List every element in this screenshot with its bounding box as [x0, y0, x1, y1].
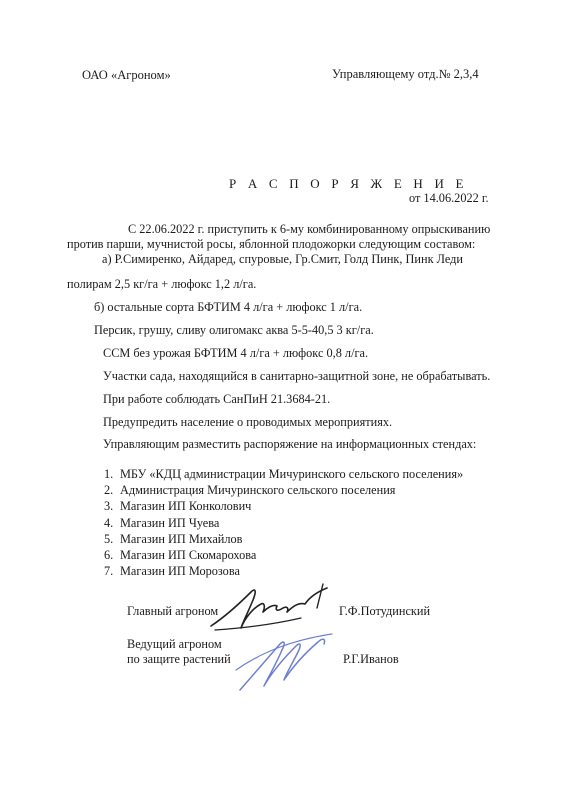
- lead-signature: [232, 630, 342, 696]
- paragraph-2: б) остальные сорта БФТИМ 4 л/га + люфокс 1 л/га.: [94, 300, 363, 314]
- paragraph-1-line-3: а) Р.Симиренко, Айдаред, спуровые, Гр.Смит, Голд Пинк, Пинк Леди: [102, 252, 464, 266]
- organization-name: ОАО «Агроном»: [82, 68, 171, 82]
- paragraph-5: Участки сада, находящийся в санитарно-защитной зоне, не обрабатывать.: [103, 369, 491, 383]
- stands-list: [104, 466, 463, 579]
- chief-signature: [205, 578, 345, 636]
- paragraph-8: Управляющим разместить распоряжение на информационных стендах:: [103, 437, 477, 451]
- lead-agronomist-title-line-1: Ведущий агроном: [127, 637, 222, 651]
- list-item: [104, 498, 463, 514]
- document-date: от 14.06.2022 г.: [409, 191, 489, 205]
- list-item-text: Магазин ИП Скомарохова: [120, 548, 257, 563]
- chief-agronomist-name: Г.Ф.Потудинский: [339, 604, 431, 618]
- paragraph-6: При работе соблюдать СанПиН 21.3684-21.: [103, 392, 331, 406]
- list-item: [104, 547, 463, 563]
- list-item-text: Администрация Мичуринского сельского поселения: [120, 483, 396, 498]
- list-item-text: Магазин ИП Конколович: [120, 499, 252, 514]
- paragraph-3: Персик, грушу, сливу олигомакс аква 5-5-40,5 3 кг/га.: [94, 323, 374, 337]
- list-item-number: 5.: [104, 531, 114, 546]
- list-item-number: 6.: [104, 548, 114, 563]
- list-item-number: 3.: [104, 499, 114, 514]
- list-item-text: Магазин ИП Михайлов: [120, 531, 243, 546]
- list-item: [104, 482, 463, 498]
- list-item: [104, 515, 463, 531]
- paragraph-1-line-1: С 22.06.2022 г. приступить к 6-му комбинированному опрыскиванию: [128, 222, 491, 236]
- list-item-number: 7.: [104, 564, 114, 579]
- list-item: [104, 563, 463, 579]
- paragraph-7: Предупредить население о проводимых мероприятиях.: [103, 415, 393, 429]
- list-item-number: 2.: [104, 483, 114, 498]
- document-title: Р А С П О Р Я Ж Е Н И Е: [229, 176, 468, 191]
- list-item-text: Магазин ИП Морозова: [120, 564, 240, 579]
- paragraph-1-line-2: против парши, мучнистой росы, яблонной плодожорки следующим составом:: [67, 237, 476, 251]
- addressee: Управляющему отд.№ 2,3,4: [332, 67, 479, 81]
- list-item-text: Магазин ИП Чуева: [120, 515, 220, 530]
- lead-agronomist-title-line-2: по защите растений: [127, 652, 231, 666]
- paragraph-4: ССМ без урожая БФТИМ 4 л/га + люфокс 0,8 л/га.: [103, 346, 369, 360]
- chief-agronomist-title: Главный агроном: [127, 604, 219, 618]
- list-item-text: МБУ «КДЦ администрации Мичуринского сельского поселения»: [120, 467, 464, 481]
- list-item-number: 4.: [104, 515, 114, 530]
- paragraph-1-line-4: полирам 2,5 кг/га + люфокс 1,2 л/га.: [67, 277, 257, 291]
- list-item-number: 1.: [104, 467, 114, 481]
- lead-agronomist-name: Р.Г.Иванов: [343, 652, 399, 666]
- list-item: [104, 531, 463, 547]
- list-item: [104, 466, 463, 482]
